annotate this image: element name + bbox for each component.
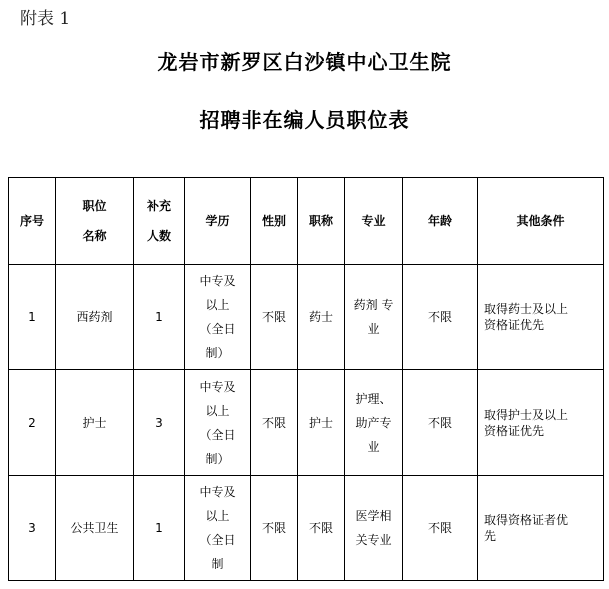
cell-seq: 3 xyxy=(9,475,56,580)
cell-seq: 1 xyxy=(9,265,56,370)
header-seq: 序号 xyxy=(9,178,56,265)
header-education: 学历 xyxy=(185,178,251,265)
cell-education xyxy=(185,370,251,475)
cell-major-line2: 关专业 xyxy=(355,532,392,547)
cell-education-line1: 中专及 xyxy=(199,379,236,394)
cell-age: 不限 xyxy=(403,475,478,580)
table-row xyxy=(9,265,604,370)
cell-education-line4: 制 xyxy=(211,556,224,571)
cell-count: 3 xyxy=(134,370,185,475)
cell-position: 西药剂 xyxy=(56,265,134,370)
header-count-line2: 人数 xyxy=(146,229,171,244)
cell-gender: 不限 xyxy=(251,265,298,370)
header-major: 专业 xyxy=(345,178,403,265)
cell-other xyxy=(478,265,604,370)
cell-education-line1: 中专及 xyxy=(199,274,236,289)
cell-other-line2: 资格证优先 xyxy=(484,423,545,438)
cell-major-line2: 业 xyxy=(367,322,380,337)
appendix-label: 附表 1 xyxy=(20,9,71,29)
cell-position: 公共卫生 xyxy=(56,475,134,580)
cell-title: 药士 xyxy=(298,265,345,370)
cell-major-line1: 护理、 xyxy=(355,391,392,406)
cell-major-line1: 医学相 xyxy=(355,508,392,523)
cell-major-line2: 助产专 xyxy=(355,415,392,430)
table-row xyxy=(9,370,604,475)
header-position-line1: 职位 xyxy=(82,199,107,214)
cell-age: 不限 xyxy=(403,370,478,475)
cell-gender: 不限 xyxy=(251,475,298,580)
cell-education xyxy=(185,265,251,370)
cell-major-line3: 业 xyxy=(367,439,380,454)
cell-gender: 不限 xyxy=(251,370,298,475)
cell-other-line1: 取得资格证者优 xyxy=(484,512,569,527)
cell-education-line1: 中专及 xyxy=(199,484,236,499)
document-subtitle: 招聘非在编人员职位表 xyxy=(199,108,410,132)
cell-major-line1: 药剂 专 xyxy=(353,298,394,313)
header-gender: 性别 xyxy=(251,178,298,265)
cell-education-line3: （全日 xyxy=(199,532,236,547)
positions-table xyxy=(8,177,604,581)
cell-education xyxy=(185,475,251,580)
cell-education-line3: （全日 xyxy=(199,427,236,442)
header-title: 职称 xyxy=(298,178,345,265)
cell-major xyxy=(345,370,403,475)
cell-count: 1 xyxy=(134,265,185,370)
cell-count: 1 xyxy=(134,475,185,580)
table-row xyxy=(9,475,604,580)
cell-title: 护士 xyxy=(298,370,345,475)
cell-major xyxy=(345,475,403,580)
cell-other xyxy=(478,370,604,475)
table-header-row xyxy=(9,178,604,265)
cell-education-line4: 制） xyxy=(205,451,230,466)
header-position-line2: 名称 xyxy=(82,229,107,244)
header-age: 年龄 xyxy=(403,178,478,265)
cell-education-line4: 制） xyxy=(205,346,230,361)
cell-other-line1: 取得药士及以上 xyxy=(484,302,569,317)
cell-education-line2: 以上 xyxy=(205,403,230,418)
cell-education-line2: 以上 xyxy=(205,508,230,523)
header-count xyxy=(134,178,185,265)
cell-education-line3: （全日 xyxy=(199,322,236,337)
header-position xyxy=(56,178,134,265)
cell-other xyxy=(478,475,604,580)
cell-age: 不限 xyxy=(403,265,478,370)
cell-position: 护士 xyxy=(56,370,134,475)
header-count-line1: 补充 xyxy=(146,199,171,214)
cell-other-line2: 资格证优先 xyxy=(484,318,545,333)
document-title: 龙岩市新罗区白沙镇中心卫生院 xyxy=(157,50,452,74)
cell-title: 不限 xyxy=(298,475,345,580)
cell-major xyxy=(345,265,403,370)
cell-education-line2: 以上 xyxy=(205,298,230,313)
header-other: 其他条件 xyxy=(478,178,604,265)
cell-other-line1: 取得护士及以上 xyxy=(484,407,569,422)
cell-other-line2: 先 xyxy=(484,528,497,543)
cell-seq: 2 xyxy=(9,370,56,475)
